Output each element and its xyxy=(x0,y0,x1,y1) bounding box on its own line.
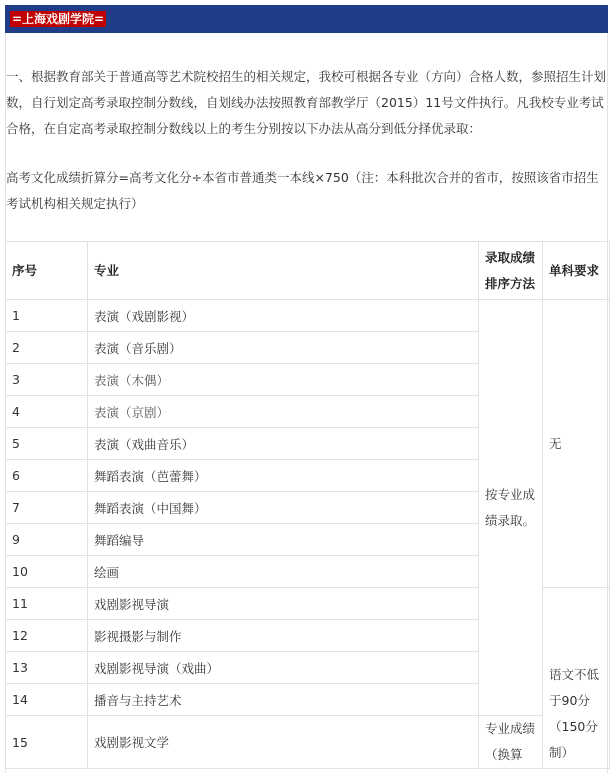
page-title: =上海戏剧学院= xyxy=(12,12,105,26)
table-row xyxy=(6,716,610,769)
row-major: 影视摄影与制作 xyxy=(88,620,479,652)
row-no: 11 xyxy=(6,588,88,620)
row-major: 戏剧影视文学 xyxy=(88,716,479,769)
row-major: 舞蹈表演（中国舞） xyxy=(88,492,479,524)
row-no: 9 xyxy=(6,524,88,556)
row-no: 12 xyxy=(6,620,88,652)
row-major: 表演（木偶） xyxy=(88,364,479,396)
row-major: 戏剧影视导演 xyxy=(88,588,479,620)
method-group-1: 按专业成绩录取。 xyxy=(479,300,543,716)
row-no: 4 xyxy=(6,396,88,428)
row-major: 播音与主持艺术 xyxy=(88,684,479,716)
header-subject: 单科要求 xyxy=(543,242,610,300)
intro-paragraph-1: 一、根据教育部关于普通高等艺术院校招生的相关规定，我校可根据各专业（方向）合格人数，参照招生计划数，自行划定高考录取控制分数线，自划线办法按照教育部教学厅（2015）11号文件执行。凡我校专业考试合格，在自定高考录取控制分数线以上的考生分别按以下办法从高分到低分择优录取： xyxy=(6,69,607,136)
table-row xyxy=(6,300,610,332)
row-major: 舞蹈表演（芭蕾舞） xyxy=(88,460,479,492)
row-major: 戏剧影视导演（戏曲） xyxy=(88,652,479,684)
row-no: 6 xyxy=(6,460,88,492)
row-no: 15 xyxy=(6,716,88,769)
row-major: 表演（戏剧影视） xyxy=(88,300,479,332)
row-no: 14 xyxy=(6,684,88,716)
header-no: 序号 xyxy=(6,242,88,300)
row-major: 绘画 xyxy=(88,556,479,588)
row-no: 7 xyxy=(6,492,88,524)
subject-group-2: 语文不低于90分（150分制） xyxy=(543,588,610,769)
header-major: 专业 xyxy=(88,242,479,300)
intro-paragraph-2: 高考文化成绩折算分=高考文化分÷本省市普通类一本线×750（注：本科批次合并的省市，按照该省市招生考试机构相关规定执行） xyxy=(6,170,599,211)
row-no: 10 xyxy=(6,556,88,588)
row-major: 舞蹈编导 xyxy=(88,524,479,556)
row-no: 13 xyxy=(6,652,88,684)
method-group-2: 专业成绩（换算 xyxy=(479,716,543,769)
subject-group-1: 无 xyxy=(543,300,610,588)
table-header-row xyxy=(6,242,610,300)
row-no: 5 xyxy=(6,428,88,460)
header-method: 录取成绩排序方法 xyxy=(479,242,543,300)
row-no: 2 xyxy=(6,332,88,364)
row-no: 1 xyxy=(6,300,88,332)
row-no: 3 xyxy=(6,364,88,396)
header-bar xyxy=(5,5,608,33)
row-major: 表演（戏曲音乐） xyxy=(88,428,479,460)
row-major: 表演（音乐剧） xyxy=(88,332,479,364)
admission-table xyxy=(5,241,610,769)
row-major: 表演（京剧） xyxy=(88,396,479,428)
